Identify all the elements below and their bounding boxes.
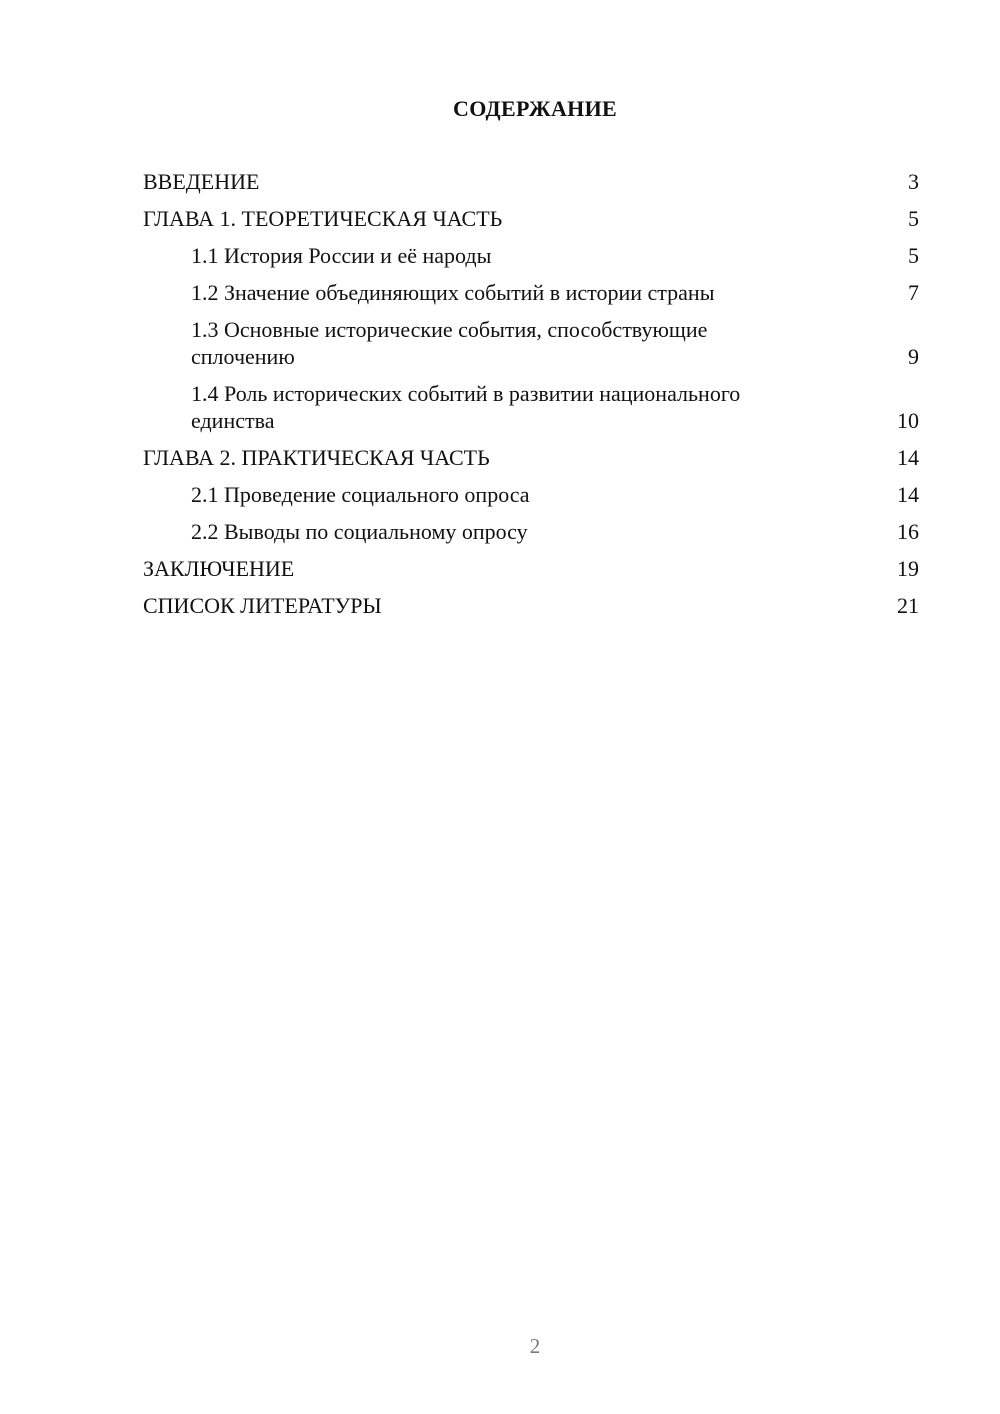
toc-entry-bibliography[interactable] [143,592,919,619]
toc-entry-page: 14 [897,482,919,507]
toc-entry-text: ГЛАВА 2. ПРАКТИЧЕСКАЯ ЧАСТЬ [143,445,490,470]
toc-entry-chapter-2[interactable] [143,444,919,471]
toc-entry-page: 5 [908,243,919,268]
toc-entry-chapter-1[interactable] [143,205,919,232]
toc-entry-page: 19 [897,556,919,581]
table-of-contents [143,168,919,629]
toc-entry-section-1-3[interactable] [143,316,919,370]
toc-entry-page: 3 [908,169,919,194]
toc-entry-page: 14 [897,445,919,470]
toc-entry-introduction[interactable] [143,168,919,195]
toc-entry-text: 1.4 Роль исторических событий в развитии национального единства [191,381,741,433]
toc-title: СОДЕРЖАНИЕ [453,96,617,121]
toc-entry-text: ГЛАВА 1. ТЕОРЕТИЧЕСКАЯ ЧАСТЬ [143,206,503,231]
page-number: 2 [529,1334,541,1358]
toc-entry-text: 1.2 Значение объединяющих событий в истории страны [191,280,715,305]
toc-entry-conclusion[interactable] [143,555,919,582]
toc-entry-section-1-1[interactable] [143,242,919,269]
toc-entry-page: 10 [897,408,919,433]
toc-entry-text: СПИСОК ЛИТЕРАТУРЫ [143,593,382,618]
toc-entry-section-2-2[interactable] [143,518,919,545]
toc-entry-page: 9 [908,344,919,369]
toc-entry-page: 21 [897,593,919,618]
toc-entry-text: 2.1 Проведение социального опроса [191,482,530,507]
toc-entry-section-1-2[interactable] [143,279,919,306]
toc-entry-text: 2.2 Выводы по социальному опросу [191,519,528,544]
toc-entry-page: 5 [908,206,919,231]
toc-entry-text: ЗАКЛЮЧЕНИЕ [143,556,295,581]
toc-entry-text: 1.3 Основные исторические события, способствующие сплочению [191,317,708,369]
toc-entry-section-2-1[interactable] [143,481,919,508]
toc-entry-text: ВВЕДЕНИЕ [143,169,260,194]
toc-entry-page: 7 [908,280,919,305]
toc-entry-page: 16 [897,519,919,544]
toc-entry-text: 1.1 История России и её народы [191,243,492,268]
toc-entry-section-1-4[interactable] [143,380,919,434]
